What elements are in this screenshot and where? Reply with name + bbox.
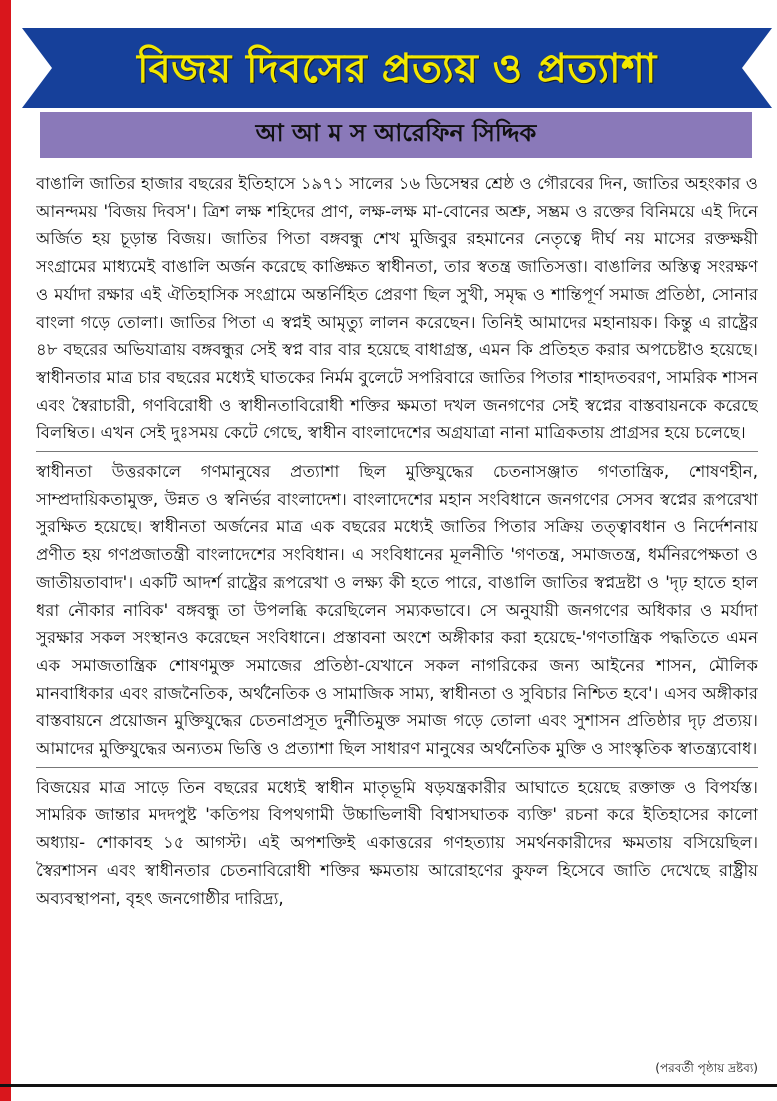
article-paragraph-2: স্বাধীনতা উত্তরকালে গণমানুষের প্রত্যাশা ছিল মুক্তিযুদ্ধের চেতনাসঞ্জাত গণতান্ত্রিক, শোষণহীন, সাম্প্রদায়িকতামুক্ত, উন্নত ও স্বনির্ভর বাংলাদেশ। বাংলাদেশের মহান সংবিধানে জনগণের সেসব স্বপ্নের রূপরেখা সুরক্ষিত হয়েছে। স্বাধীনতা অর্জনের মাত্র এক বছরের মধ্যেই জাতির পিতার সক্রিয় তত্ত্বাবধান ও নির্দেশনায় প্রণীত হয় গণপ্রজাতন্ত্রী বাংলাদেশের সংবিধান। এ সংবিধানের মূলনীতি 'গণতন্ত্র, সমাজতন্ত্র, ধর্মনিরপেক্ষতা ও জাতীয়তাবাদ'। একটি আদর্শ রাষ্ট্রের রূপরেখা ও লক্ষ্য কী হতে পারে, বাঙালি জাতির স্বপ্নদ্রষ্টা ও 'দৃঢ় হাতে হাল ধরা নৌকার নাবিক' বঙ্গবন্ধু তা উপলব্ধি করেছিলেন সম্যকভাবে। সে অনুযায়ী জনগণের অধিকার ও মর্যাদা সুরক্ষার সকল সংস্থানও করেছেন সংবিধানে। প্রস্তাবনা অংশে অঙ্গীকার করা হয়েছে-'গণতান্ত্রিক পদ্ধতিতে এমন এক সমাজতান্ত্রিক শোষণমুক্ত সমাজের প্রতিষ্ঠা-যেখানে সকল নাগরিকের জন্য আইনের শাসন, মৌলিক মানবাধিকার এবং রাজনৈতিক, অর্থনৈতিক ও সামাজিক সাম্য, স্বাধীনতা ও সুবিচার নিশ্চিত হবে'। এসব অঙ্গীকার বাস্তবায়নে প্রয়োজন মুক্তিযুদ্ধের চেতনাপ্রসূত দুর্নীতিমুক্ত সমাজ গড়ে তোলা এবং সুশাসন প্রতিষ্ঠার দৃঢ় প্রত্যয়। আমাদের মুক্তিযুদ্ধের অন্যতম ভিত্তি ও প্রত্যাশা ছিল সাধারণ মানুষের অর্থনৈতিক মুক্তি ও সাংস্কৃতিক স্বাতন্ত্র্যবোধ। — [36, 458, 758, 768]
author-name: আ আ ম স আরেফিন সিদ্দিক — [255, 119, 537, 147]
article-headline: বিজয় দিবসের প্রত্যয় ও প্রত্যাশা — [137, 45, 657, 92]
continued-on-next-page-note: (পরবর্তী পৃষ্ঠায় দ্রষ্টব্য) — [655, 1061, 758, 1075]
author-byline — [40, 112, 752, 158]
bottom-divider — [0, 1084, 777, 1087]
article-paragraph-1: বাঙালি জাতির হাজার বছরের ইতিহাসে ১৯৭১ সালের ১৬ ডিসেম্বর শ্রেষ্ঠ ও গৌরবের দিন, জাতির অহংকার ও আনন্দময় 'বিজয় দিবস'। ত্রিশ লক্ষ শহিদের প্রাণ, লক্ষ-লক্ষ মা-বোনের অশ্রু, সম্ভ্রম ও রক্তের বিনিময়ে এই দিনে অর্জিত হয় চূড়ান্ত বিজয়। জাতির পিতা বঙ্গবন্ধু শেখ মুজিবুর রহমানের নেতৃত্বে দীর্ঘ নয় মাসের রক্তক্ষয়ী সংগ্রামের মাধ্যমেই বাঙালি অর্জন করেছে কাঙ্ক্ষিত স্বাধীনতা, তার স্বতন্ত্র জাতিসত্তা। বাঙালির অস্তিত্ব সংরক্ষণ ও মর্যাদা রক্ষার এই ঐতিহাসিক সংগ্রামে অন্তর্নিহিত প্রেরণা ছিল সুখী, সমৃদ্ধ ও শান্তিপূর্ণ সমাজ প্রতিষ্ঠা, সোনার বাংলা গড়ে তোলা। জাতির পিতা এ স্বপ্নই আমৃত্যু লালন করেছেন। তিনিই আমাদের মহানায়ক। কিন্তু এ রাষ্ট্রের ৪৮ বছরের অভিযাত্রায় বঙ্গবন্ধুর সেই স্বপ্ন বার বার হয়েছে বাধাগ্রস্ত, এমন কি প্রতিহত করার অপচেষ্টাও হয়েছে। স্বাধীনতার মাত্র চার বছরের মধ্যেই ঘাতকের নির্মম বুলেটে সপরিবারে জাতির পিতার শাহাদতবরণ, সামরিক শাসন এবং স্বৈরাচারী, গণবিরোধী ও স্বাধীনতাবিরোধী শক্তির ক্ষমতা দখল জনগণের সেই স্বপ্নের বাস্তবায়নকে করেছে বিলম্বিত। এখন সেই দুঃসময় কেটে গেছে, স্বাধীন বাংলাদেশের অগ্রযাত্রা নানা মাত্রিকতায় প্রাগ্রসর হয়ে চলেছে। — [36, 170, 758, 452]
article-body — [36, 170, 758, 1070]
article-paragraph-3: বিজয়ের মাত্র সাড়ে তিন বছরের মধ্যেই স্বাধীন মাতৃভূমি ষড়যন্ত্রকারীর আঘাতে হয়েছে রক্তাক্ত ও বিপর্যস্ত। সামরিক জান্তার মদদপুষ্ট 'কতিপয় বিপথগামী উচ্চাভিলাষী বিশ্বাসঘাতক ব্যক্তি' রচনা করে ইতিহাসের কালো অধ্যায়- শোকাবহ ১৫ আগস্ট। এই অপশক্তিই একাত্তরের গণহত্যায় সমর্থনকারীদের ক্ষমতায় বসিয়েছিল। স্বৈরশাসন এবং স্বাধীনতার চেতনাবিরোধী শক্তির ক্ষমতায় আরোহণের কুফল হিসেবে জাতি দেখেছে রাষ্ট্রীয় অব্যবস্থাপনা, বৃহৎ জনগোষ্ঠীর দারিদ্র্য, — [36, 777, 758, 908]
newspaper-page — [22, 0, 772, 1101]
page-edge-bar — [0, 0, 11, 1101]
